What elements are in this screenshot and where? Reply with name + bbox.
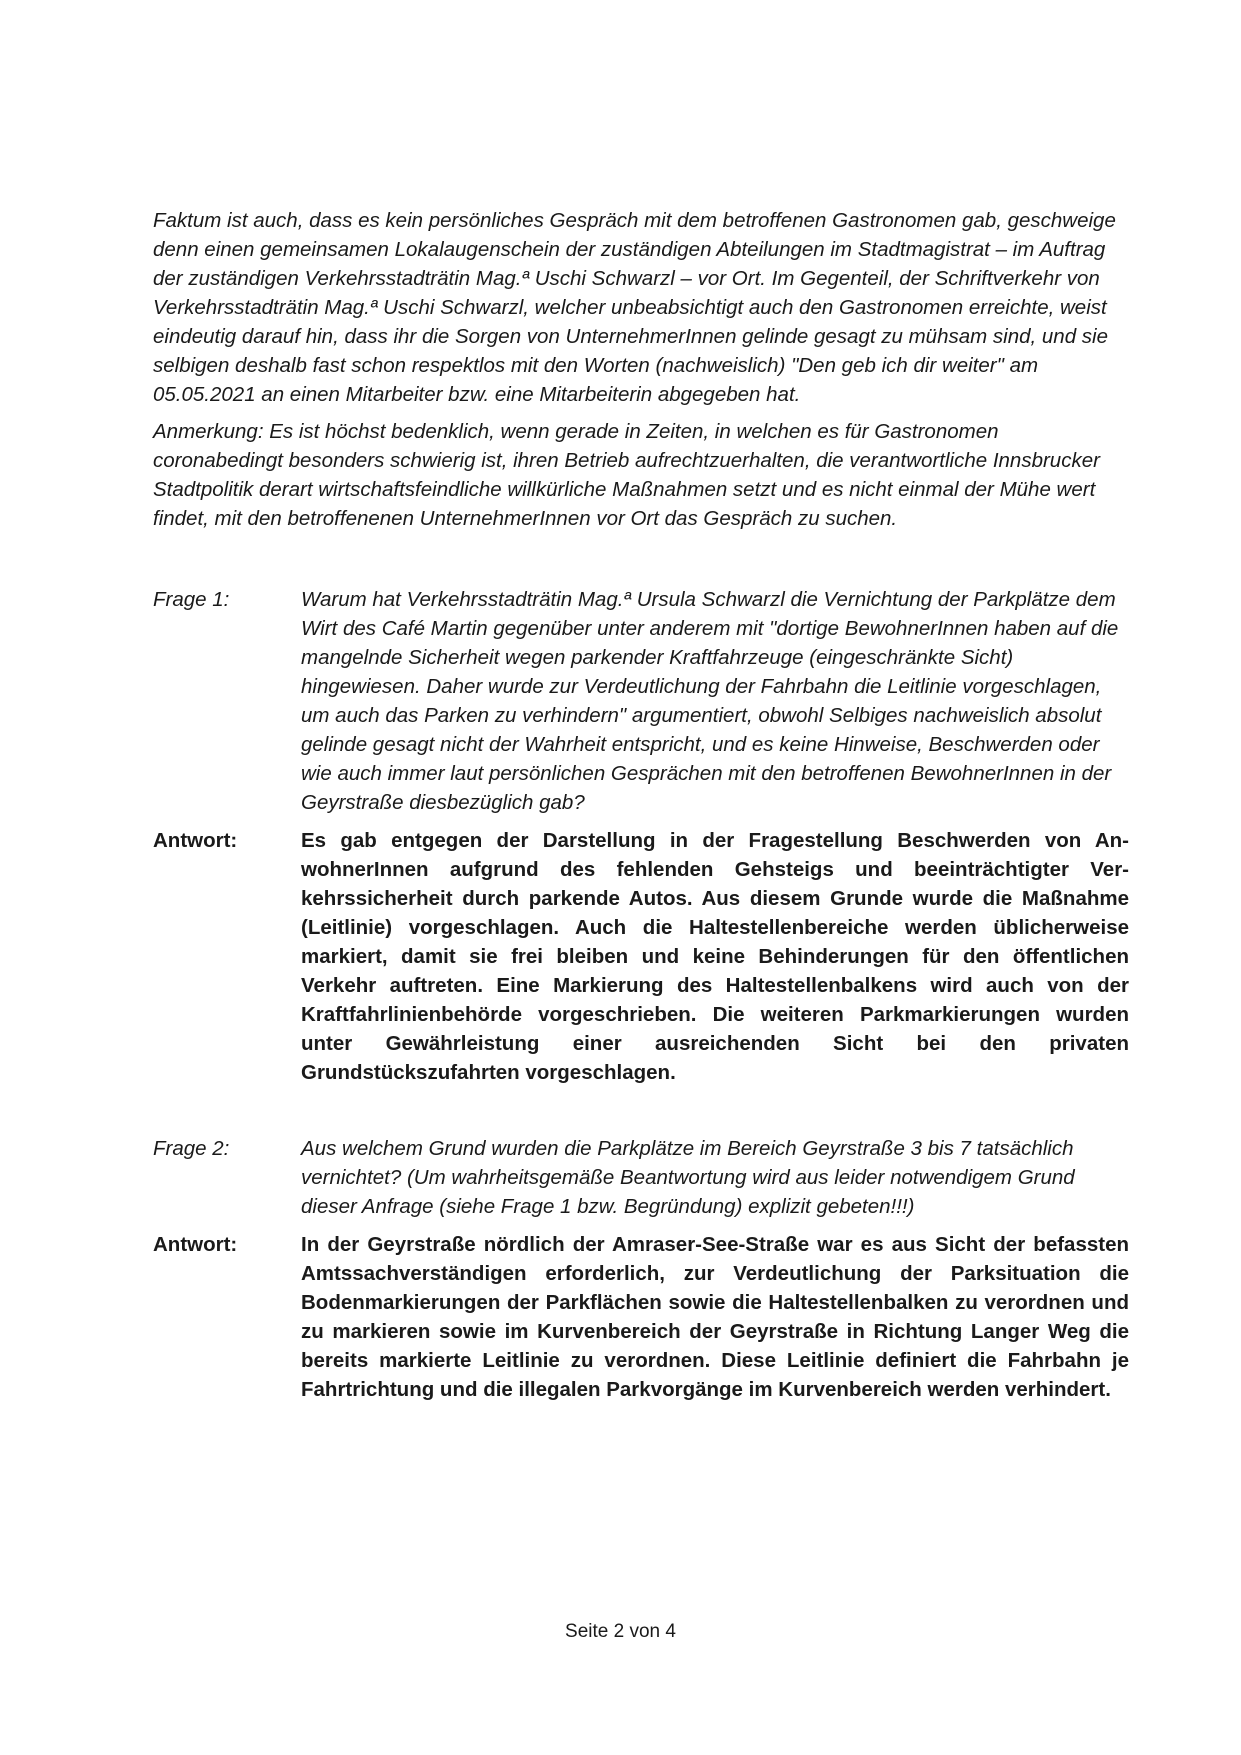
page-number: Seite 2 von 4 [565,1621,676,1642]
question-2 [153,1134,1129,1221]
answer-2-label: Antwort: [153,1233,238,1256]
intro-paragraph-2: Anmerkung: Es ist höchst bedenklich, wenn gerade in Zeiten, in welchen es für Gastronomen coronabedingt besonders schwierig ist, ihren Betrieb aufrechtzuerhalten, die verantwortliche Innsbrucker Stadtpolitik derart wirtschaftsfeindliche willkürliche Maßnahmen setzt und es nicht einmal der Mühe wert findet, mit den betroffenenen UnternehmerInnen vor Ort das Gespräch zu suchen. [153,420,1100,530]
answer-1-label: Antwort: [153,829,238,852]
question-1 [153,585,1129,817]
intro-paragraph-1: Faktum ist auch, dass es kein persönliches Gespräch mit dem betroffenen Gastronomen gab, geschweige denn einen gemeinsamen Lokalaugenschein der zuständigen Abteilungen im Stadtmagistrat – im Auftrag der zuständigen Verkehrsstadträtin Mag.ª Uschi Schwarzl – vor Ort. Im Gegenteil, der Schriftverkehr von Verkehrsstadträtin Mag.ª Uschi Schwarzl, welcher unbeabsichtigt auch den Gastronomen erreichte, weist eindeutig darauf hin, dass ihr die Sorgen von UnternehmerInnen gelinde gesagt zu mühsam sind, und sie selbigen deshalb fast schon respektlos mit den Worten (nachweislich) "Den geb ich dir weiter" am 05.05.2021 an einen Mitarbeiter bzw. eine Mitarbeiterin abgegeben hat. [153,209,1116,406]
document-page [153,206,1129,1451]
answer-1 [153,826,1129,1087]
question-1-text: Warum hat Verkehrsstadträtin Mag.ª Ursula Schwarzl die Vernichtung der Parkplätze dem Wirt des Café Martin gegenüber unter anderem mit "dortige BewohnerInnen haben auf die mangelnde Sicherheit wegen parkender Kraftfahrzeuge (eingeschränkte Sicht) hingewiesen. Daher wurde zur Verdeutlichung der Fahrbahn die Leitlinie vorgeschlagen, um auch das Parken zu verhindern" argumentiert, obwohl Selbiges nachweislich absolut gelinde gesagt nicht der Wahrheit entspricht, und es keine Hinweise, Beschwerden oder wie auch immer laut persönlichen Gesprächen mit den betroffenen BewohnerInnen in der Geyrstraße diesbezüglich gab? [301,588,1119,814]
question-2-label: Frage 2: [153,1137,230,1160]
answer-2 [153,1230,1129,1404]
answer-2-text: In der Geyrstraße nördlich der Amraser-See-Straße war es aus Sicht der befassten Amtssachverständigen erforderlich, zur Verdeutlichung der Parksituation die Bodenmarkierungen der Parkflächen sowie die Haltestellenbalken zu verordnen und zu markieren sowie im Kurvenbereich der Geyrstraße in Richtung Langer Weg die bereits markierte Leitlinie zu verordnen. Diese Leitlinie definiert die Fahrbahn je Fahrtrichtung und die illegalen Parkvorgänge im Kurvenbereich werden verhindert. [301,1233,1129,1401]
answer-1-text: Es gab entgegen der Darstellung in der Fragestellung Beschwerden von AnwohnerInnen aufgrund des fehlenden Gehsteigs und beeinträchtigter Verkehrssicherheit durch parkende Autos. Aus diesem Grunde wurde die Maßnahme (Leitlinie) vorgeschlagen. Auch die Haltestellenbereiche werden üblicherweise markiert, damit sie frei bleiben und keine Behinderungen für den öffentlichen Verkehr auftreten. Eine Markierung des Haltestellenbalkens wird auch von der Kraftfahrlinienbehörde vorgeschrieben. Die weiteren Parkmarkierungen wurden unter Gewährleistung einer ausreichenden Sicht bei den privaten Grundstückszufahrten vorgeschlagen. [301,829,1129,1084]
question-2-text: Aus welchem Grund wurden die Parkplätze im Bereich Geyrstraße 3 bis 7 tatsächlich vernichtet? (Um wahrheitsgemäße Beantwortung wird aus leider notwendigem Grund dieser Anfrage (siehe Frage 1 bzw. Begründung) explizit gebeten!!!) [301,1137,1075,1218]
intro-section [153,206,1129,533]
qa-section [153,585,1129,1404]
question-1-label: Frage 1: [153,588,230,611]
